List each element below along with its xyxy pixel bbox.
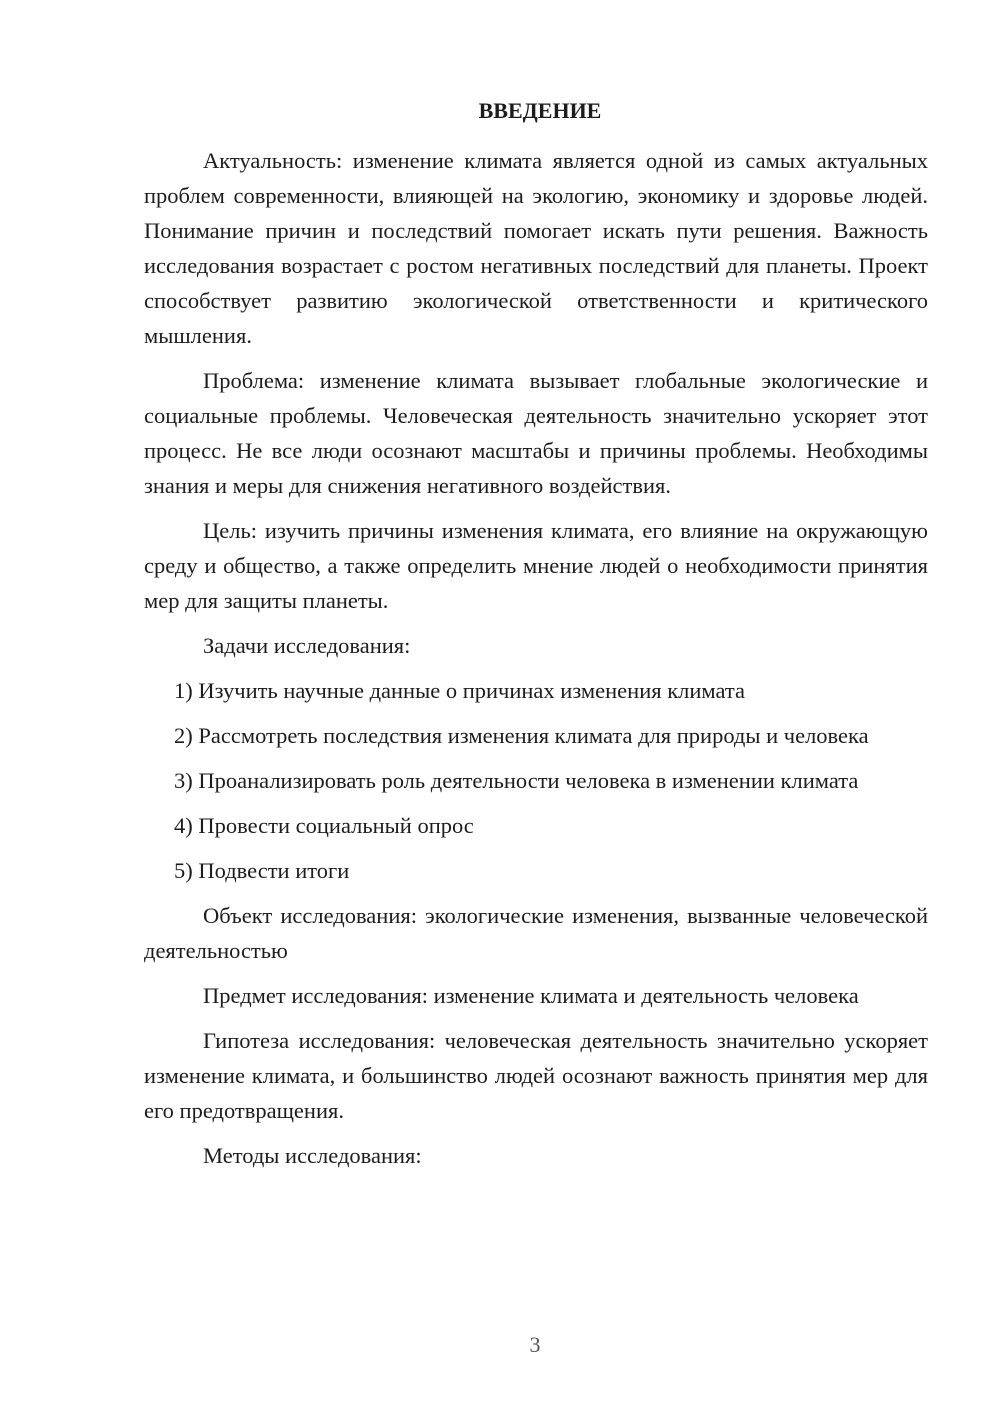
task-item-2: 2) Рассмотреть последствия изменения климата для природы и человека	[174, 723, 869, 748]
problem-paragraph: Проблема: изменение климата вызывает глобальные экологические и социальные проблемы. Человеческая деятельность значительно ускоряет этот процесс. Не все люди осознают масштабы и причины проблемы. Необходимы знания и меры для снижения негативного воздействия.	[144, 368, 928, 498]
page-content	[144, 94, 928, 1183]
page-number: 3	[529, 1332, 541, 1357]
hypothesis-paragraph: Гипотеза исследования: человеческая деятельность значительно ускоряет изменение климата, и большинство людей осознают важность принятия мер для его предотвращения.	[144, 1028, 928, 1123]
tasks-title: Задачи исследования:	[203, 633, 411, 658]
task-item-1: 1) Изучить научные данные о причинах изменения климата	[174, 678, 745, 703]
task-item-3: 3) Проанализировать роль деятельности человека в изменении климата	[174, 768, 859, 793]
methods-title: Методы исследования:	[203, 1143, 422, 1168]
subject-paragraph: Предмет исследования: изменение климата и деятельность человека	[203, 983, 859, 1008]
task-item-4: 4) Провести социальный опрос	[174, 813, 474, 838]
relevance-paragraph: Актуальность: изменение климата является одной из самых актуальных проблем современности, влияющей на экологию, экономику и здоровье людей. Понимание причин и последствий помогает искать пути решения. Важность исследования возрастает с ростом негативных последствий для планеты. Проект способствует развитию экологической ответственности и критического мышления.	[144, 148, 928, 348]
object-paragraph: Объект исследования: экологические изменения, вызванные человеческой деятельностью	[144, 903, 928, 963]
goal-paragraph: Цель: изучить причины изменения климата, его влияние на окружающую среду и общество, а также определить мнение людей о необходимости принятия мер для защиты планеты.	[144, 518, 928, 613]
task-item-5: 5) Подвести итоги	[174, 858, 350, 883]
section-heading: ВВЕДЕНИЕ	[478, 98, 602, 123]
